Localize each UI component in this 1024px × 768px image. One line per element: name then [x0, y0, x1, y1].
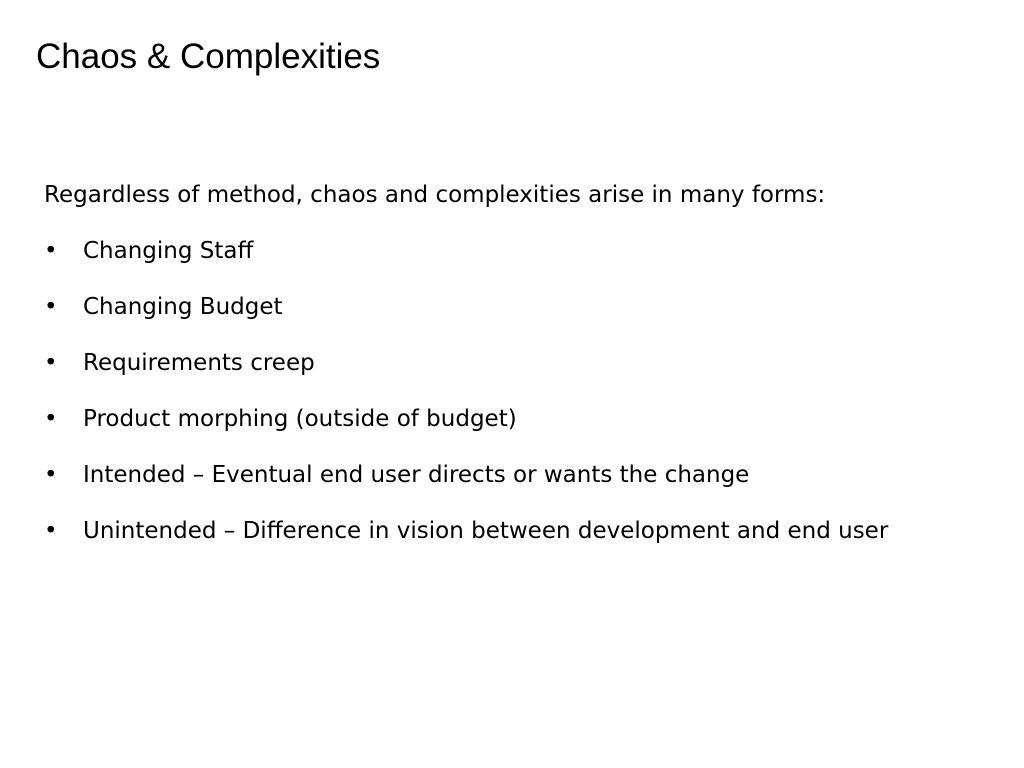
bullet-dot-icon: •	[44, 238, 58, 264]
bullet-item-product-morphing	[44, 402, 924, 436]
bullet-dot-icon: •	[44, 350, 58, 376]
bullet-item-intended	[44, 458, 924, 492]
bullet-list	[44, 234, 924, 548]
bullet-dot-icon: •	[44, 518, 58, 544]
bullet-text: Intended – Eventual end user directs or wants the change	[83, 462, 750, 488]
bullet-text: Changing Budget	[83, 294, 283, 320]
bullet-text: Requirements creep	[83, 350, 315, 376]
bullet-item-requirements-creep	[44, 346, 924, 380]
bullet-text: Changing Staff	[83, 238, 254, 264]
bullet-dot-icon: •	[44, 294, 58, 320]
bullet-text: Unintended – Difference in vision between development and end user	[83, 518, 889, 544]
intro-text: Regardless of method, chaos and complexities arise in many forms:	[44, 182, 826, 208]
bullet-dot-icon: •	[44, 406, 58, 432]
bullet-item-unintended	[44, 514, 924, 548]
bullet-item-changing-staff	[44, 234, 924, 268]
bullet-item-changing-budget	[44, 290, 924, 324]
bullet-text: Product morphing (outside of budget)	[83, 406, 517, 432]
slide-body	[44, 178, 924, 570]
slide-title: Chaos & Complexities	[36, 37, 381, 76]
bullet-dot-icon: •	[44, 462, 58, 488]
